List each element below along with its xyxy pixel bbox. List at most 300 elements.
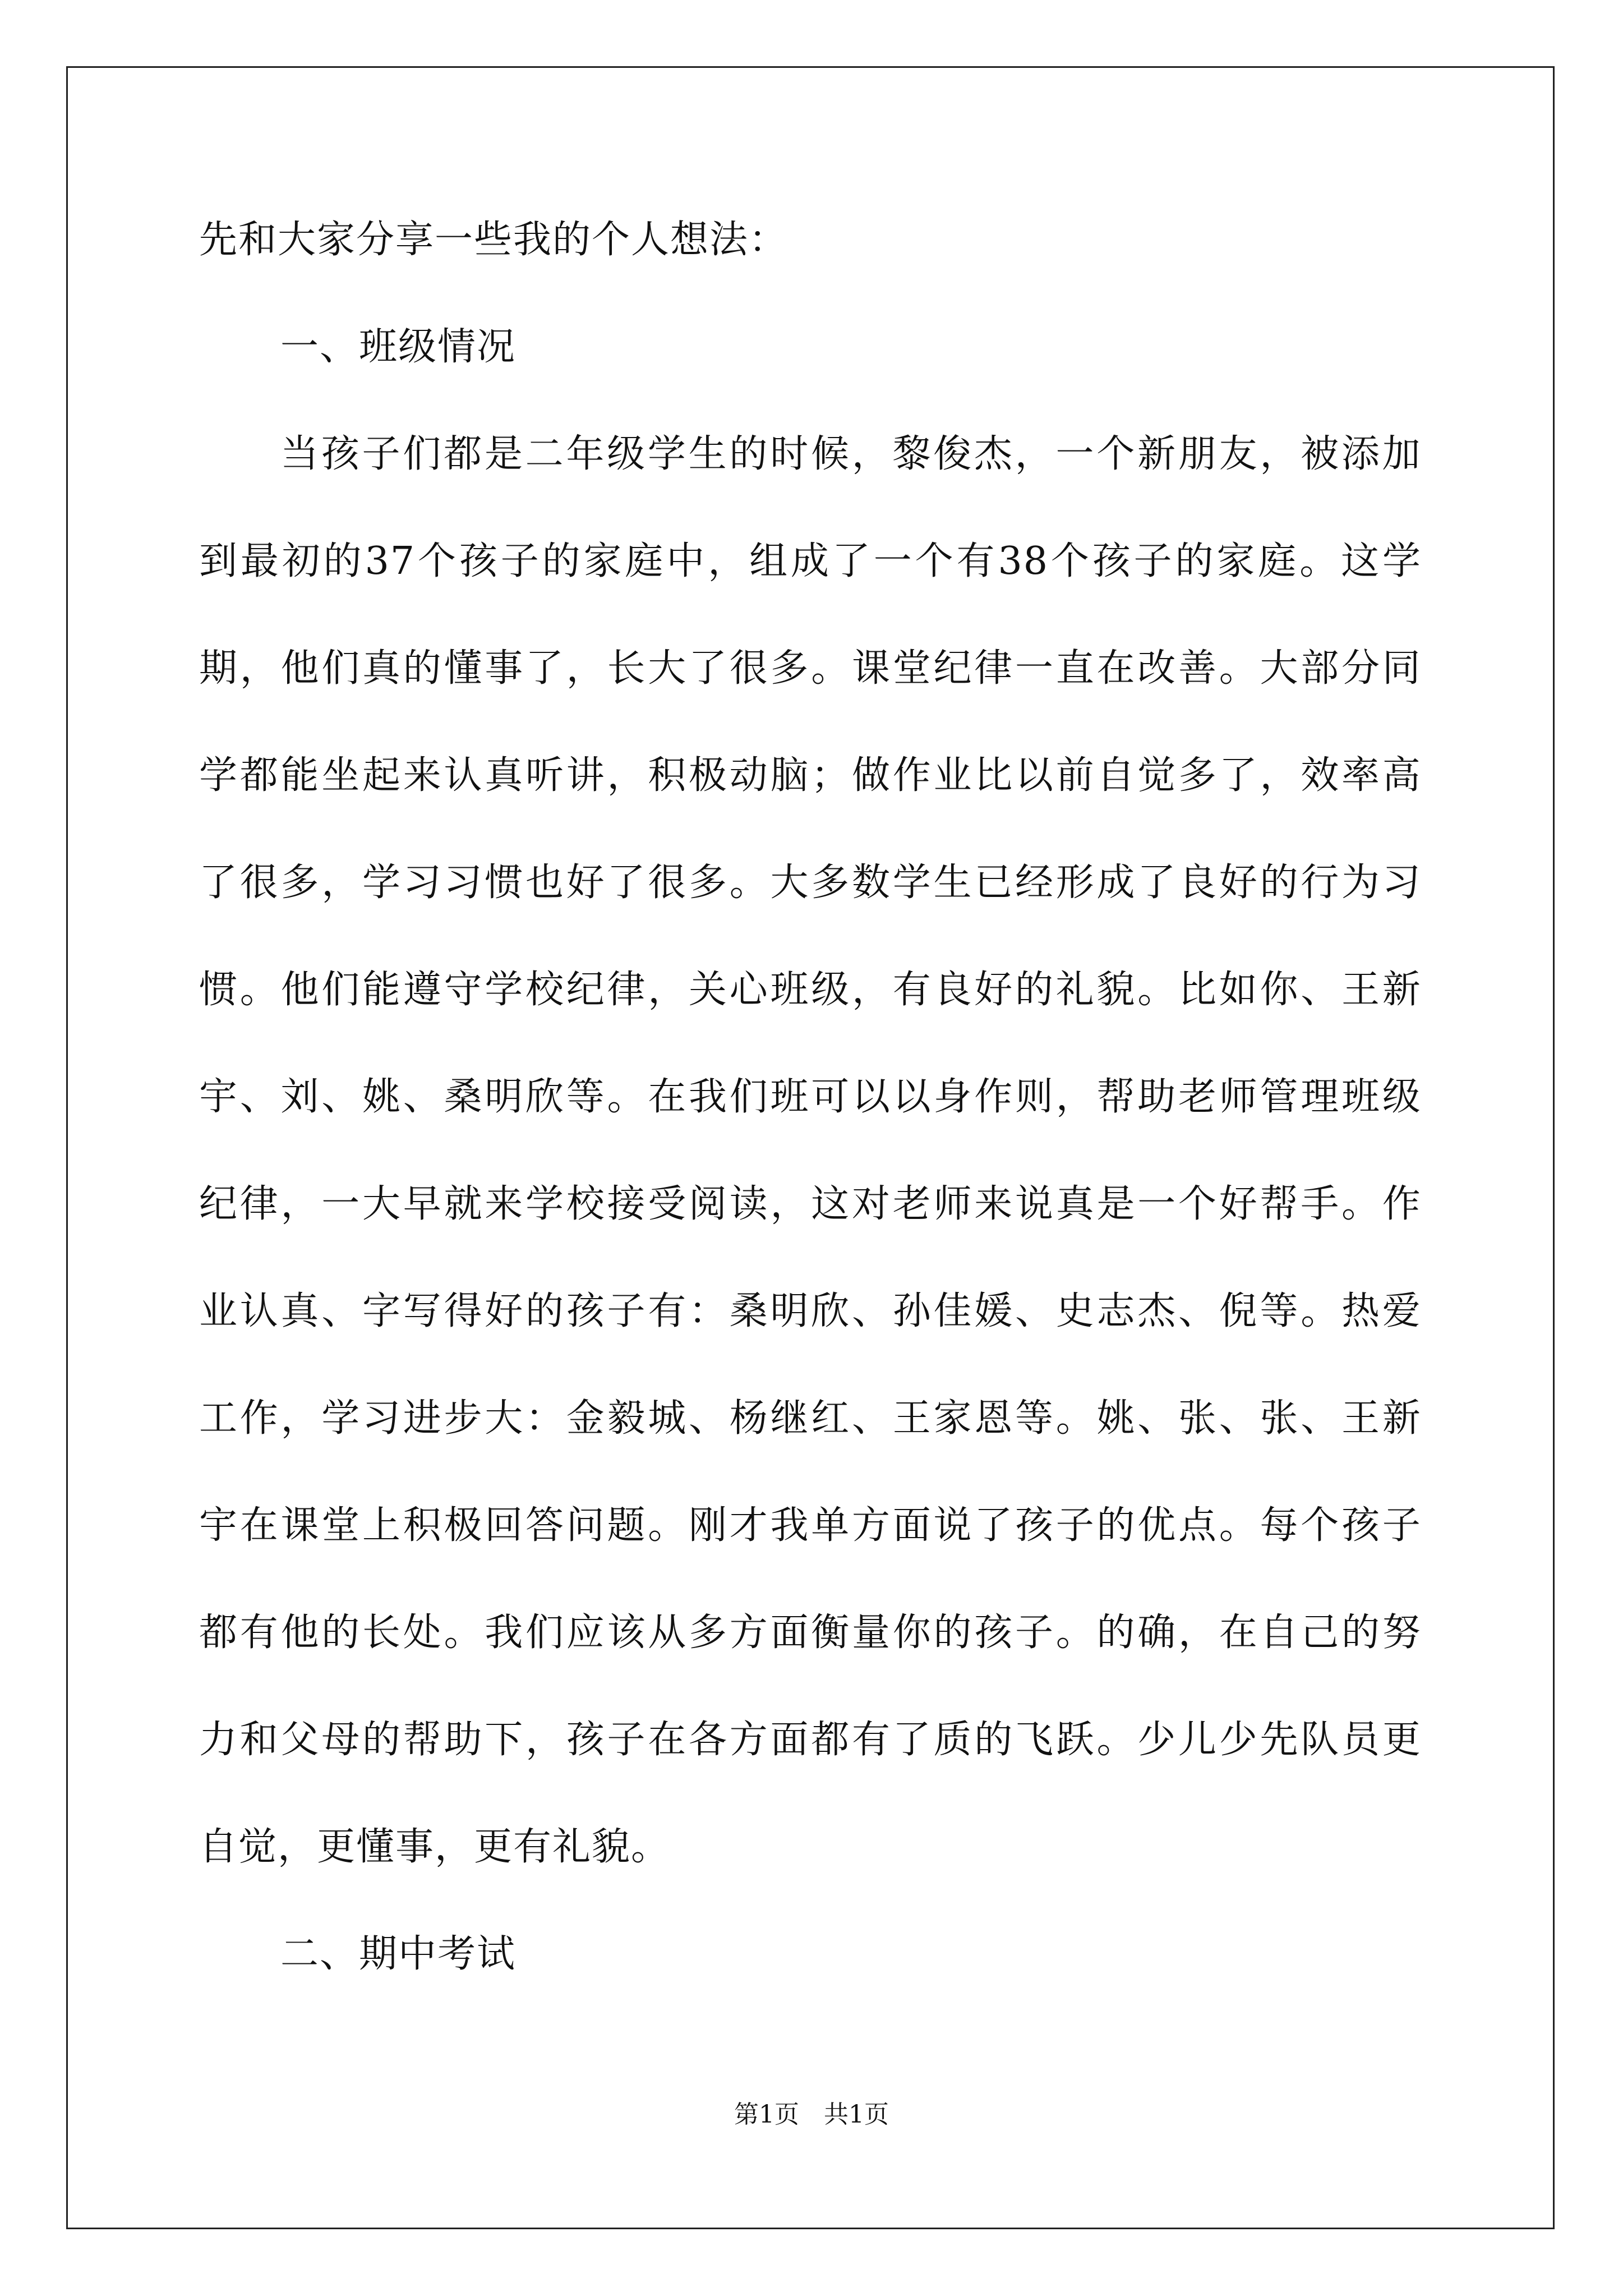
text-glyph: 桑 [729,1289,769,1333]
text-glyph: 、 [1137,1396,1177,1441]
text-glyph: 38 [998,539,1049,583]
text-glyph: 他 [280,1611,320,1655]
text-glyph: 起 [362,753,402,798]
text-glyph: 工 [199,1396,239,1441]
text-glyph: ， [1055,1075,1095,1119]
text-glyph: 纪 [199,1182,239,1226]
text-glyph: 班 [770,968,810,1012]
text-glyph: 大 [1260,646,1299,691]
text-glyph: 史 [1055,1289,1095,1333]
text-glyph: 了 [832,539,872,583]
text-glyph: 俊 [933,432,973,476]
text-glyph: 多 [689,1611,728,1655]
text-glyph: 跃 [1055,1718,1095,1762]
text-glyph: 长 [607,646,647,691]
paragraph-line [199,1285,1422,1338]
text-glyph: 认 [444,753,483,798]
text-glyph: 课 [852,646,892,691]
text-glyph: 好 [974,968,1014,1012]
text-glyph: 律 [974,646,1014,691]
text-glyph: 时 [770,432,810,476]
text-glyph: 各 [689,1718,728,1762]
paragraph-last-line: 自觉，更懂事，更有礼貌。 [199,1825,671,1869]
text-glyph: 很 [729,646,769,691]
text-glyph: 更 [1382,1718,1422,1762]
text-glyph: 家 [583,539,623,583]
text-glyph: 们 [525,1611,565,1655]
text-glyph: 助 [1137,1075,1177,1119]
text-glyph: 姚 [1096,1396,1136,1441]
text-glyph: ， [1260,432,1299,476]
text-glyph: ， [770,1182,810,1226]
text-glyph: 校 [566,1182,606,1226]
text-glyph: 生 [688,432,728,476]
paragraph-line [199,1499,1422,1552]
text-glyph: 孙 [892,1289,932,1333]
text-glyph: 欣 [811,1289,851,1333]
text-glyph: 得 [444,1289,483,1333]
text-glyph: 孩 [321,432,361,476]
text-glyph: 业 [933,753,973,798]
text-glyph: 、 [689,1396,728,1441]
text-glyph: 新 [1382,1396,1422,1441]
text-glyph: 了 [525,646,565,691]
text-glyph: 队 [1301,1718,1340,1762]
text-glyph: 的 [542,539,582,583]
text-glyph: 量 [852,1611,892,1655]
text-glyph: ， [525,1718,565,1762]
text-glyph: 理 [1301,1075,1340,1119]
text-glyph: 接 [607,1182,647,1226]
text-glyph: 大 [770,861,810,905]
text-glyph: ： [689,1289,728,1333]
text-glyph: 长 [362,1611,402,1655]
text-glyph: 做 [852,753,892,798]
text-glyph: 母 [321,1718,361,1762]
text-glyph: 个 [1301,1503,1340,1548]
text-glyph: 作 [974,1075,1014,1119]
text-glyph: 质 [933,1718,973,1762]
text-glyph: 了 [1219,753,1258,798]
text-glyph: 员 [1341,1718,1381,1762]
text-glyph: 、 [1219,1396,1258,1441]
text-glyph: 习 [362,1396,402,1441]
text-glyph: 这 [811,1182,851,1226]
text-glyph: 惯 [199,968,239,1012]
text-glyph: 城 [648,1396,688,1441]
text-glyph: 子 [607,1289,647,1333]
text-glyph: 听 [525,753,565,798]
text-glyph: 一 [873,539,913,583]
text-glyph: 行 [1301,861,1340,905]
text-glyph: 高 [1382,753,1422,798]
text-glyph: 先 [1260,1718,1299,1762]
text-glyph: 个 [1178,1182,1218,1226]
text-glyph: 帮 [1260,1182,1299,1226]
text-glyph: 添 [1341,432,1381,476]
text-glyph: 早 [403,1182,442,1226]
text-glyph: 孩 [1341,1503,1381,1548]
text-glyph: 等 [566,1075,606,1119]
text-glyph: 懂 [444,646,483,691]
text-glyph: 明 [770,1289,810,1333]
text-glyph: 子 [1015,1611,1055,1655]
text-glyph: 少 [1137,1718,1177,1762]
text-glyph: 被 [1301,432,1340,476]
text-glyph: 面 [770,1611,810,1655]
text-glyph: 真 [280,1289,320,1333]
text-glyph: 直 [1055,646,1095,691]
text-glyph: 学 [525,1182,565,1226]
text-glyph: 姚 [362,1075,402,1119]
text-glyph: 学 [485,968,524,1012]
text-glyph: 在 [648,1718,688,1762]
text-glyph: 很 [239,861,279,905]
text-glyph: 。 [1301,1289,1340,1333]
text-glyph: 、 [852,1289,892,1333]
text-glyph: 黎 [892,432,932,476]
text-glyph: 组 [749,539,789,583]
text-glyph: 堂 [892,646,932,691]
text-glyph: 点 [1178,1503,1218,1548]
text-glyph: 都 [199,1611,239,1655]
text-glyph: 真 [362,646,402,691]
text-glyph: 动 [729,753,769,798]
text-glyph: 受 [648,1182,688,1226]
text-glyph: 的 [933,1611,973,1655]
text-glyph: 了 [199,861,239,905]
paragraph-line [199,427,1422,481]
text-glyph: 学 [321,1396,361,1441]
text-glyph: 事 [485,646,524,691]
text-glyph: 这 [1341,539,1381,583]
text-glyph: 良 [933,968,973,1012]
text-glyph: 遵 [403,968,442,1012]
text-glyph: 生 [933,861,973,905]
text-glyph: 他 [280,646,320,691]
text-glyph: 是 [484,432,524,476]
text-glyph: 惯 [485,861,524,905]
text-glyph: 友 [1219,432,1258,476]
text-glyph: 桑 [444,1075,483,1119]
text-glyph: 一 [1055,432,1095,476]
text-glyph: ， [1178,1611,1218,1655]
text-glyph: ， [851,432,891,476]
text-glyph: 老 [1178,1075,1218,1119]
text-glyph: 子 [1133,539,1173,583]
text-glyph: 作 [1382,1182,1422,1226]
text-glyph: 以 [1015,753,1055,798]
text-glyph: 中 [666,539,706,583]
text-glyph: 帮 [403,1718,442,1762]
text-glyph: ， [321,861,361,905]
text-glyph: 王 [1341,1396,1381,1441]
text-glyph: 学 [647,432,687,476]
text-glyph: 到 [199,539,239,583]
text-glyph: 的 [1096,1503,1136,1548]
text-glyph: 初 [282,539,321,583]
text-glyph: 宇 [199,1503,239,1548]
text-glyph: 努 [1382,1611,1422,1655]
text-glyph: 。 [1096,1718,1136,1762]
text-glyph: 老 [892,1182,932,1226]
text-glyph: ， [708,539,748,583]
text-glyph: 的 [1260,861,1299,905]
text-glyph: 等 [1260,1289,1299,1333]
text-glyph: 。 [607,1075,647,1119]
text-glyph: ， [280,1182,320,1226]
text-glyph: 问 [566,1503,606,1548]
text-glyph: 习 [1382,861,1422,905]
text-glyph: 多 [1178,753,1218,798]
text-glyph: 为 [1341,861,1381,905]
text-glyph: 红 [811,1396,851,1441]
text-glyph: 来 [974,1182,1014,1226]
text-glyph: 以 [892,1075,932,1119]
text-glyph: 下 [485,1718,524,1762]
text-glyph: 庭 [625,539,665,583]
text-glyph: 方 [729,1611,769,1655]
text-glyph: 。 [1219,1503,1258,1548]
text-glyph: 个 [915,539,955,583]
text-glyph: 步 [444,1396,483,1441]
text-glyph: 就 [444,1182,483,1226]
text-glyph: 身 [933,1075,973,1119]
text-glyph: 了 [1137,861,1177,905]
text-glyph: 处 [403,1611,442,1655]
text-glyph: 热 [1341,1289,1381,1333]
text-glyph: 你 [892,1611,932,1655]
text-glyph: 方 [852,1503,892,1548]
paragraph-line [199,749,1422,802]
text-glyph: 张 [1178,1396,1218,1441]
paragraph-line [199,642,1422,695]
text-glyph: 最 [240,539,280,583]
text-glyph: 作 [892,753,932,798]
text-glyph: 方 [729,1718,769,1762]
text-glyph: 很 [648,861,688,905]
text-glyph: 业 [199,1289,239,1333]
text-glyph: 师 [933,1182,973,1226]
text-glyph: 对 [852,1182,892,1226]
text-glyph: 面 [770,1718,810,1762]
section-heading-class-situation: 一、班级情况 [280,325,517,369]
text-glyph: 子 [362,432,402,476]
text-glyph: 可 [811,1075,851,1119]
text-glyph: 。 [729,861,769,905]
text-glyph: 一 [1015,646,1055,691]
text-glyph: 了 [607,861,647,905]
text-glyph: 善 [1178,646,1218,691]
text-glyph: 二 [525,432,565,476]
text-glyph: 和 [239,1718,279,1762]
text-glyph: 。 [1299,539,1339,583]
text-glyph: 、 [852,1396,892,1441]
text-glyph: 了 [892,1718,932,1762]
text-glyph: 一 [1137,1182,1177,1226]
text-glyph: 有 [648,1289,688,1333]
document-body [199,213,1422,2035]
text-glyph: 的 [403,646,442,691]
text-glyph: 积 [648,753,688,798]
text-glyph: 、 [403,1075,442,1119]
text-glyph: 。 [811,646,851,691]
text-glyph: 才 [729,1503,769,1548]
text-glyph: 、 [1178,1289,1218,1333]
paragraph-line [199,856,1422,909]
text-glyph: 孩 [1015,1503,1055,1548]
text-glyph: 孩 [566,1289,606,1333]
text-glyph: 大 [648,646,688,691]
text-glyph: 杰 [974,432,1014,476]
text-glyph: 多 [770,646,810,691]
text-glyph: 觉 [1137,753,1177,798]
text-glyph: ， [648,968,688,1012]
text-glyph: 恩 [974,1396,1014,1441]
text-glyph: 成 [790,539,830,583]
text-glyph: 习 [403,861,442,905]
text-glyph: 37 [365,539,416,583]
text-glyph: 有 [956,539,996,583]
text-glyph: 杨 [729,1396,769,1441]
text-glyph: 的 [974,1718,1014,1762]
text-glyph: 的 [525,1289,565,1333]
text-glyph: 单 [811,1503,851,1548]
text-glyph: 当 [280,432,320,476]
text-glyph: 家 [1216,539,1256,583]
text-glyph: 回 [485,1503,524,1548]
text-glyph: 优 [1137,1503,1177,1548]
text-glyph: 关 [689,968,728,1012]
text-glyph: 同 [1382,646,1422,691]
text-glyph: 手 [1301,1182,1340,1226]
text-glyph: 衡 [811,1611,851,1655]
text-glyph: 宇 [199,1075,239,1119]
paragraph-line [199,535,1422,588]
text-glyph: ， [1260,753,1299,798]
text-glyph: 的 [321,1611,361,1655]
text-glyph: 该 [607,1611,647,1655]
text-glyph: 一 [321,1182,361,1226]
text-glyph: 经 [1015,861,1055,905]
text-glyph: 良 [1178,861,1218,905]
text-glyph: 貌 [1096,968,1136,1012]
text-glyph: 在 [1219,1611,1258,1655]
text-glyph: 说 [933,1503,973,1548]
text-glyph: 你 [1260,968,1299,1012]
text-glyph: 明 [485,1075,524,1119]
text-glyph: 守 [444,968,483,1012]
text-glyph: 有 [239,1611,279,1655]
text-glyph: 习 [444,861,483,905]
text-glyph: 作 [239,1396,279,1441]
text-glyph: 子 [500,539,540,583]
text-glyph: 了 [974,1503,1014,1548]
text-glyph: 、 [321,1289,361,1333]
text-glyph: 的 [1175,539,1215,583]
text-glyph: 师 [1219,1075,1258,1119]
text-glyph: 力 [199,1718,239,1762]
text-glyph: 如 [1219,968,1258,1012]
text-glyph: 比 [974,753,1014,798]
text-glyph: 多 [811,861,851,905]
section-heading-midterm-exam: 二、期中考试 [280,1932,517,1976]
text-glyph: 字 [362,1289,402,1333]
text-glyph: 帮 [1096,1075,1136,1119]
text-glyph: 杰 [1137,1289,1177,1333]
text-glyph: 级 [811,968,851,1012]
text-glyph: 。 [1137,968,1177,1012]
text-glyph: 都 [444,432,483,476]
text-glyph: 张 [1260,1396,1299,1441]
text-glyph: 我 [485,1611,524,1655]
text-glyph: 堂 [321,1503,361,1548]
text-glyph: 真 [485,753,524,798]
text-glyph: 朋 [1178,432,1218,476]
text-glyph: 在 [648,1075,688,1119]
text-glyph: 律 [239,1182,279,1226]
text-glyph: ， [1015,432,1054,476]
text-glyph: 王 [1341,968,1381,1012]
text-glyph: 已 [974,861,1014,905]
text-glyph: 极 [689,753,728,798]
text-glyph: 应 [566,1611,606,1655]
text-glyph: 、 [239,1075,279,1119]
text-glyph: 子 [1055,1503,1095,1548]
text-glyph: 孩 [566,1718,606,1762]
paragraph-line [199,1713,1422,1766]
text-glyph: 。 [444,1611,483,1655]
text-glyph: 大 [362,1182,402,1226]
text-glyph: 是 [1096,1182,1136,1226]
text-glyph: 继 [770,1396,810,1441]
text-glyph: ； [811,753,851,798]
text-glyph: 进 [403,1396,442,1441]
text-glyph: 、 [1015,1289,1055,1333]
text-glyph: 能 [362,968,402,1012]
paragraph-line [199,1606,1422,1659]
text-glyph: 的 [362,1718,402,1762]
text-glyph: 认 [239,1289,279,1333]
text-glyph: 们 [321,968,361,1012]
text-glyph: 以 [852,1075,892,1119]
text-glyph: 我 [770,1503,810,1548]
text-glyph: 、 [1301,1396,1340,1441]
text-glyph: 分 [1341,646,1381,691]
text-glyph: 礼 [1055,968,1095,1012]
text-glyph: 多 [689,861,728,905]
text-glyph: 改 [1137,646,1177,691]
text-glyph: 效 [1301,753,1340,798]
text-glyph: ， [239,646,279,691]
text-glyph: 的 [323,539,363,583]
text-glyph: 极 [444,1503,483,1548]
text-glyph: 多 [280,861,320,905]
text-glyph: 上 [362,1503,402,1548]
text-glyph: 毅 [607,1396,647,1441]
text-glyph: 来 [485,1182,524,1226]
text-glyph: 脑 [770,753,810,798]
text-glyph: 都 [239,753,279,798]
text-glyph: 的 [1096,1611,1136,1655]
text-glyph: 部 [1301,646,1340,691]
text-glyph: 媛 [974,1289,1014,1333]
text-glyph: 孩 [974,1611,1014,1655]
text-glyph: 子 [607,1718,647,1762]
text-glyph: 有 [892,968,932,1012]
text-glyph: 确 [1137,1611,1177,1655]
text-glyph: 加 [1382,432,1422,476]
